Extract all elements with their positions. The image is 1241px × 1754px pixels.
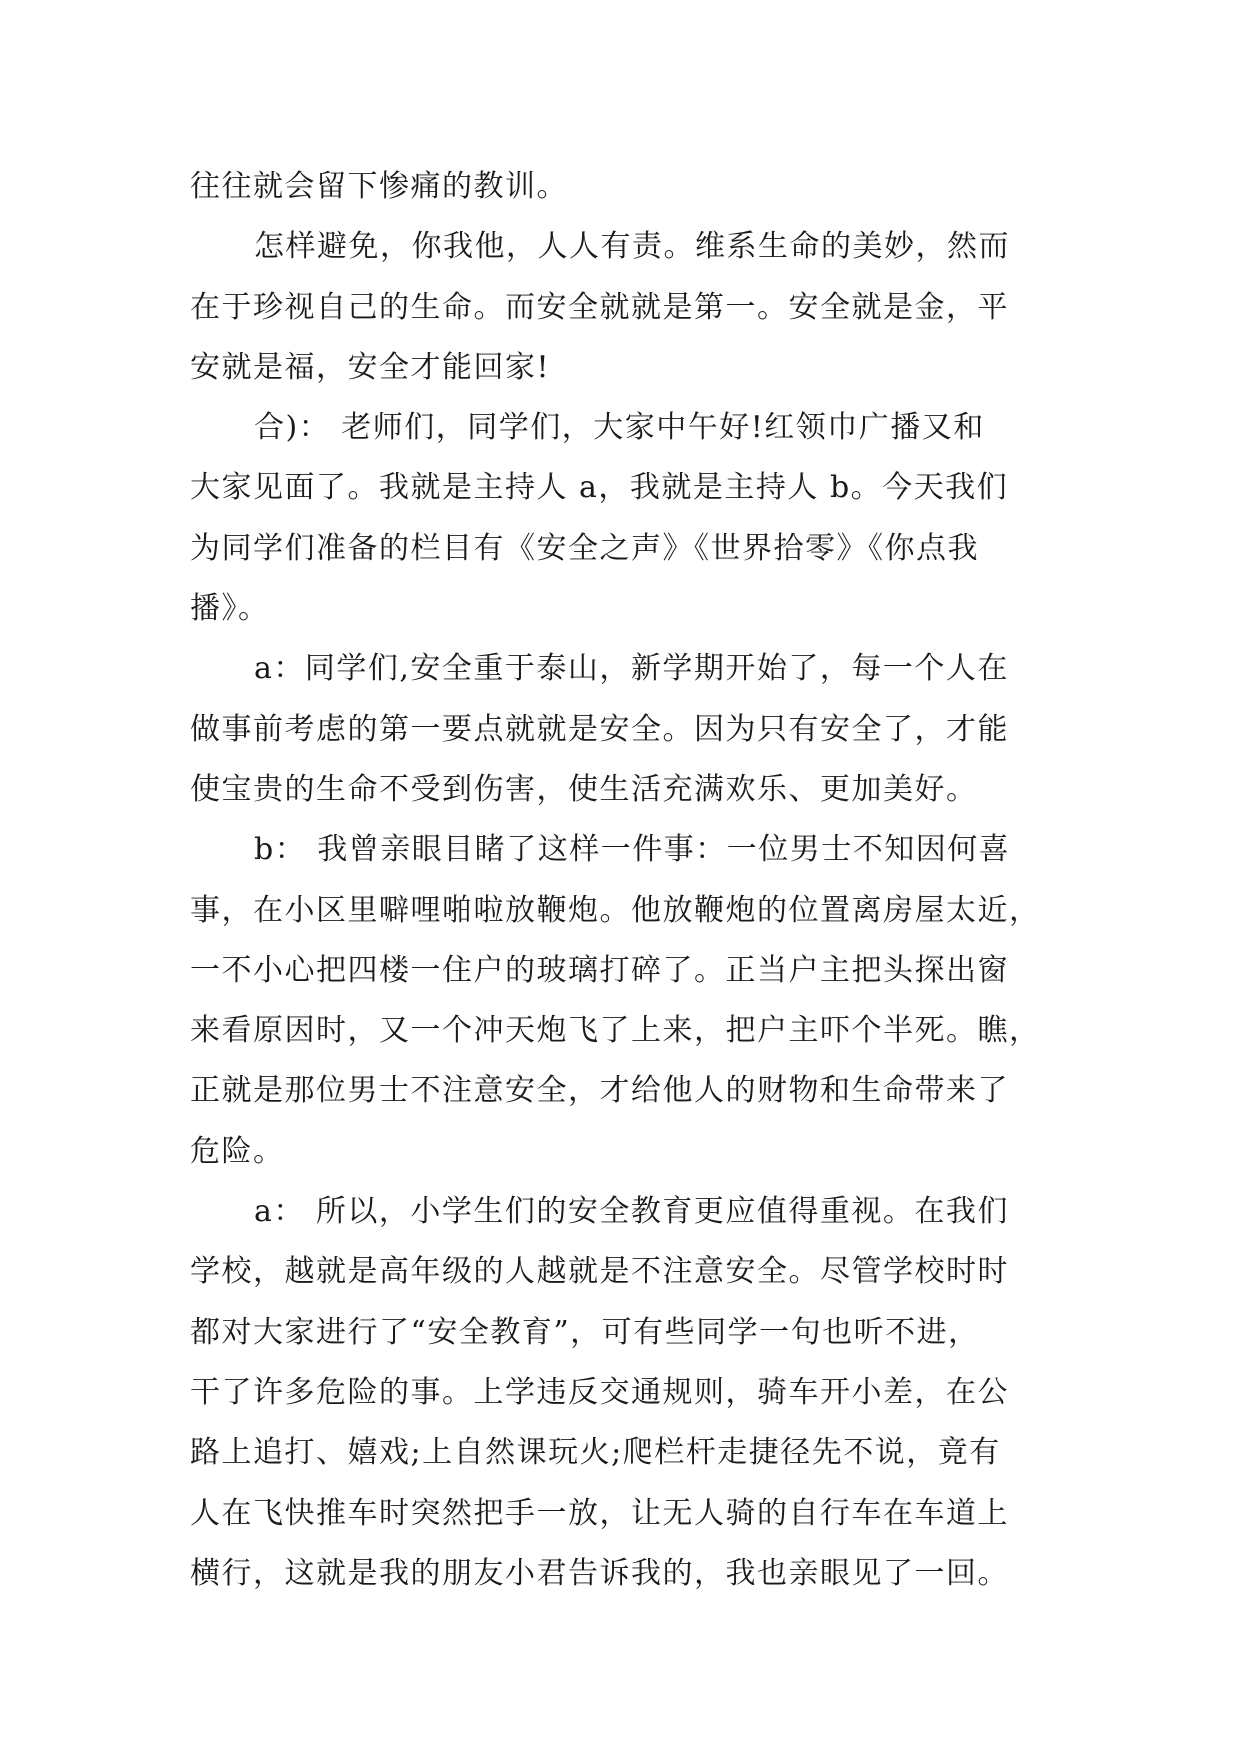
text-line: 路上追打、嬉戏;上自然课玩火;爬栏杆走捷径先不说，竟有 (190, 1435, 1001, 1471)
text-line: 危险。 (190, 1133, 285, 1169)
text-line: a：同学们,安全重于泰山，新学期开始了，每一个人在 (254, 651, 1009, 687)
text-line: 为同学们准备的栏目有《安全之声》《世界拾零》《你点我 (190, 530, 979, 566)
text-line: 怎样避免，你我他，人人有责。维系生命的美妙，然而 (254, 229, 1010, 265)
text-line: 横行，这就是我的朋友小君告诉我的，我也亲眼见了一回。 (190, 1555, 1009, 1591)
text-line: 人在飞快推车时突然把手一放，让无人骑的自行车在车道上 (190, 1495, 1009, 1531)
text-line: 干了许多危险的事。上学违反交通规则，骑车开小差，在公 (190, 1374, 1009, 1410)
text-line: 在于珍视自己的生命。而安全就就是第一。安全就是金，平 (190, 289, 1009, 325)
text-line: 来看原因时，又一个冲天炮飞了上来，把户主吓个半死。瞧， (190, 1013, 1041, 1049)
text-line: 事，在小区里噼哩啪啦放鞭炮。他放鞭炮的位置离房屋太近， (190, 892, 1041, 928)
text-line: b： 我曾亲眼目睹了这样一件事：一位男士不知因何喜 (254, 832, 1011, 868)
text-line: 都对大家进行了“安全教育”，可有些同学一句也听不进， (190, 1314, 980, 1350)
text-line: 正就是那位男士不注意安全，才给他人的财物和生命带来了 (190, 1073, 1009, 1109)
text-line: 学校，越就是高年级的人越就是不注意安全。尽管学校时时 (190, 1254, 1009, 1290)
text-line: 安就是福，安全才能回家! (190, 349, 551, 385)
text-line: 大家见面了。我就是主持人 a，我就是主持人 b。今天我们 (190, 470, 1009, 506)
text-line: 合)： 老师们，同学们，大家中午好!红领巾广播又和 (254, 410, 985, 446)
text-line: 播》。 (190, 591, 270, 627)
document-body (190, 157, 1062, 1604)
text-line: 做事前考虑的第一要点就就是安全。因为只有安全了，才能 (190, 711, 1009, 747)
text-line: 使宝贵的生命不受到伤害，使生活充满欢乐、更加美好。 (190, 771, 978, 807)
text-line: 一不小心把四楼一住户的玻璃打碎了。正当户主把头探出窗 (190, 952, 1009, 988)
text-line: 往往就会留下惨痛的教训。 (190, 169, 568, 204)
text-line: a： 所以，小学生们的安全教育更应值得重视。在我们 (254, 1194, 1009, 1230)
